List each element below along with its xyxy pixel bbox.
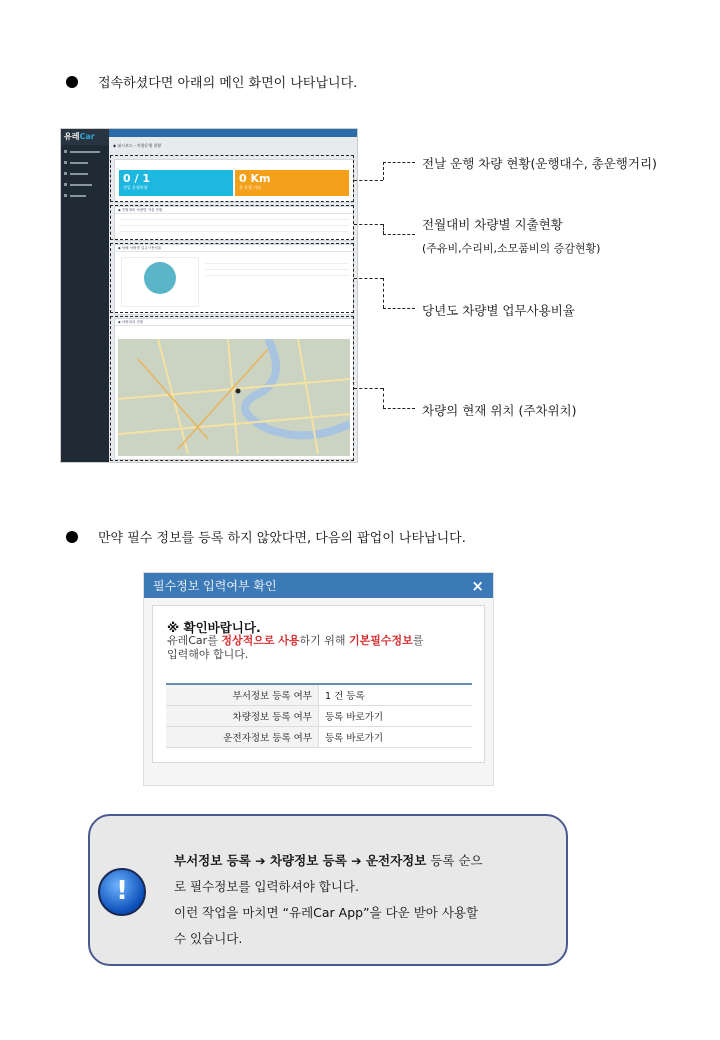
table-row — [166, 684, 472, 706]
register-vehicle-link[interactable]: 등록 바로가기 — [319, 706, 473, 727]
register-driver-link[interactable]: 등록 바로가기 — [319, 727, 473, 748]
sidebar-item — [61, 147, 109, 156]
bullet-icon — [66, 531, 78, 543]
table-row — [166, 706, 472, 727]
row-label: 차량정보 등록 여부 — [166, 706, 319, 727]
section1-text: 접속하셨다면 아래의 메인 화면이 나타납니다. — [98, 76, 358, 91]
callout-location: 차량의 현재 위치 (주차위치) — [422, 403, 577, 418]
note-text: 부서정보 등록 ➔ 차량정보 등록 ➔ 운전자정보 등록 순으 로 필수정보를 입력하셔야 합니다. 이런 작업을 마치면 “유레Car App”을 다운 받아 사용할 수 있습니다. — [174, 853, 483, 946]
table-row — [166, 727, 472, 748]
row-value: 1 건 등록 — [319, 684, 473, 706]
callout-yesterday: 전날 운행 차량 현황(운행대수, 총운행거리) — [422, 156, 657, 171]
section2-text: 만약 필수 정보를 등록 하지 않았다면, 다음의 팝업이 나타납니다. — [98, 531, 466, 546]
app-topbar — [109, 129, 357, 137]
callout-expense-sub: (주유비,수리비,소모품비의 증감현황) — [422, 242, 601, 255]
ratio-panel: ◆ 당해 차량별 업무사용비율 — [114, 244, 354, 315]
highlight-cost — [110, 205, 354, 240]
sidebar-item — [61, 158, 109, 167]
kpi-drive: 0 / 1 전일 운행차량 — [119, 170, 233, 196]
row-label: 부서정보 등록 여부 — [166, 684, 319, 706]
popup-header — [144, 573, 493, 598]
row-label: 운전자정보 등록 여부 — [166, 727, 319, 748]
info-exclamation-icon: ! — [98, 868, 146, 916]
highlight-map — [110, 316, 354, 461]
registration-table — [166, 683, 472, 748]
popup-note: ※ 확인바랍니다. — [167, 620, 261, 635]
bullet-line-2 — [66, 527, 466, 546]
app-sidebar — [61, 129, 109, 462]
app-title: ◆ 대시보드 - 차량운행 현황 — [113, 143, 162, 148]
bullet-line-1 — [66, 72, 357, 91]
sidebar-item — [61, 169, 109, 178]
popup-message: 유레Car를 정상적으로 사용하기 위해 기본필수정보를 입력해야 합니다. — [167, 634, 424, 661]
highlight-kpi — [110, 155, 354, 202]
required-info-popup — [143, 572, 494, 786]
highlight-ratio — [110, 243, 354, 313]
sidebar-item — [61, 180, 109, 189]
info-note-box — [88, 814, 568, 966]
app-logo: 유레Car — [61, 129, 109, 145]
sidebar-item — [61, 191, 109, 200]
map-panel: ◆ 차량위치 현황 — [114, 318, 354, 460]
bullet-icon — [66, 76, 78, 88]
kpi-distance: 0 Km 총 운행 거리 — [235, 170, 349, 196]
cost-panel: ◆ 전월대비 차량별 지출 현황 — [114, 206, 354, 241]
close-icon[interactable]: × — [471, 576, 484, 595]
callout-expense: 전월대비 차량별 지출현황 — [422, 217, 563, 232]
popup-title: 필수정보 입력여부 확인 — [153, 579, 277, 593]
callout-usage-ratio: 당년도 차량별 업무사용비율 — [422, 303, 575, 318]
